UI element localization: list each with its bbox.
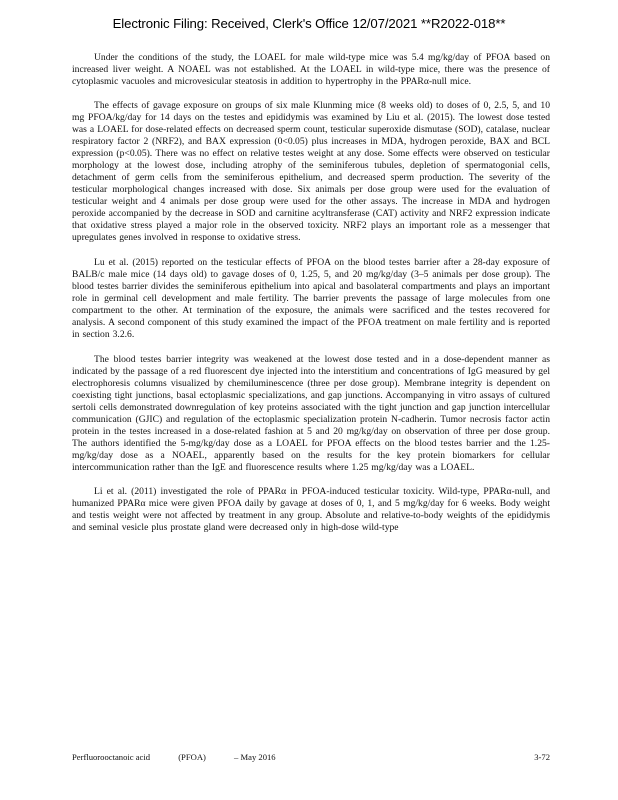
paragraph-li-2011: Li et al. (2011) investigated the role of PPARα in PFOA-induced testicular toxicity. Wild-type, PPARα-null, and humanized PPARα mice were given PFOA daily by gavage at doses of 0, 1, and 5 mg/kg/day for 6 weeks. Body weight and testis weight were not affected by treatment in any group. Absolute and relative-to-body weights of the epididymis and seminal vesicle plus prostate gland were decreased only in high-dose wild-type: [72, 486, 550, 533]
paragraph-blood-testes-barrier: The blood testes barrier integrity was weakened at the lowest dose tested and in a dose-dependent manner as indicated by the passage of a red fluorescent dye injected into the interstitium and concentrations of IgG measured by gel electrophoresis columns visualized by chemiluminescence (three per dose group). Membrane integrity is dependent on coexisting tight junctions, basal ectoplasmic specializations, and gap junctions. Accompanying in vitro assays of cultured sertoli cells demonstrated downregulation of key proteins associated with the tight junction and gap junction intercellular communication (GJIC) and regulation of the ectoplasmic specialization protein N-cadherin. Tumor necrosis factor actin protein in the testes increased in a dose-related fashion at 5 and 20 mg/kg/day on observation of three per dose group. The authors identified the 5-mg/kg/day dose as a LOAEL for PFOA effects on the blood testes barrier and the 1.25-mg/kg/day dose as a NOAEL, apparently based on the results for the key protein biomarkers for cellular intercommunication rather than the IgE and fluorescence results where 1.25 mg/kg/day was a LOAEL.: [72, 354, 550, 473]
footer-date: – May 2016: [234, 752, 276, 762]
document-body: [72, 52, 550, 546]
filing-header: Electronic Filing: Received, Clerk's Office 12/07/2021 **R2022-018**: [112, 16, 506, 31]
paragraph-lu-2015: Lu et al. (2015) reported on the testicular effects of PFOA on the blood testes barrier after a 28-day exposure of BALB/c male mice (14 days old) to gavage doses of 0, 1.25, 5, and 20 mg/kg/day (3–5 animals per dose group). The blood testes barrier divides the seminiferous epithelium into apical and basolateral compartments and plays an important role in germinal cell development and male fertility. The barrier prevents the passage of large molecules from one compartment to the other. At termination of the exposure, the animals were sacrificed and the testes recovered for analysis. A second component of this study examined the impact of the PFOA treatment on male fertility and is reported in section 3.2.6.: [72, 257, 550, 340]
paragraph-loael-liver: Under the conditions of the study, the LOAEL for male wild-type mice was 5.4 mg/kg/day of PFOA based on increased liver weight. A NOAEL was not established. At the LOAEL in wild-type mice, there was the presence of cytoplasmic vacuoles and microvesicular steatosis in addition to hypertrophy in the PPARα-null mice.: [72, 52, 550, 87]
page-footer: [72, 752, 550, 762]
footer-abbrev: (PFOA): [178, 752, 206, 762]
paragraph-liu-2015: The effects of gavage exposure on groups of six male Klunming mice (8 weeks old) to doses of 0, 2.5, 5, and 10 mg PFOA/kg/day for 14 days on the testes and epididymis was examined by Liu et al. (2015). The lowest dose tested was a LOAEL for dose-related effects on decreased sperm count, testicular superoxide dismutase (SOD), catalase, nuclear respiratory factor 2 (NRF2), and BAX expression (0<0.05) plus increases in MDA, hydrogen peroxide, BAX and BCL expression (p<0.05). There was no effect on relative testes weight at any dose. Some effects were observed on testicular morphology at the lowest dose, including atrophy of the seminiferous tubules, depletion of spermatogonial cells, detachment of germ cells from the seminiferous epithelium, and decreased sperm production. The severity of the testicular morphological changes increased with dose. Six animals per dose group were used for the evaluation of testicular weight and 4 animals per dose group were used for the other assays. The increase in MDA and hydrogen peroxide accompanied by the decrease in SOD and carnitine acyltransferase (CAT) activity and NRF2 expression indicate that oxidative stress played a major role in the observed toxicity. NRF2 plays an important role as a messenger that upregulates genes involved in response to oxidative stress.: [72, 100, 550, 243]
footer-page-number: 3-72: [534, 752, 550, 762]
footer-left: [72, 752, 302, 762]
footer-doc-name: Perfluorooctanoic acid: [72, 752, 151, 762]
